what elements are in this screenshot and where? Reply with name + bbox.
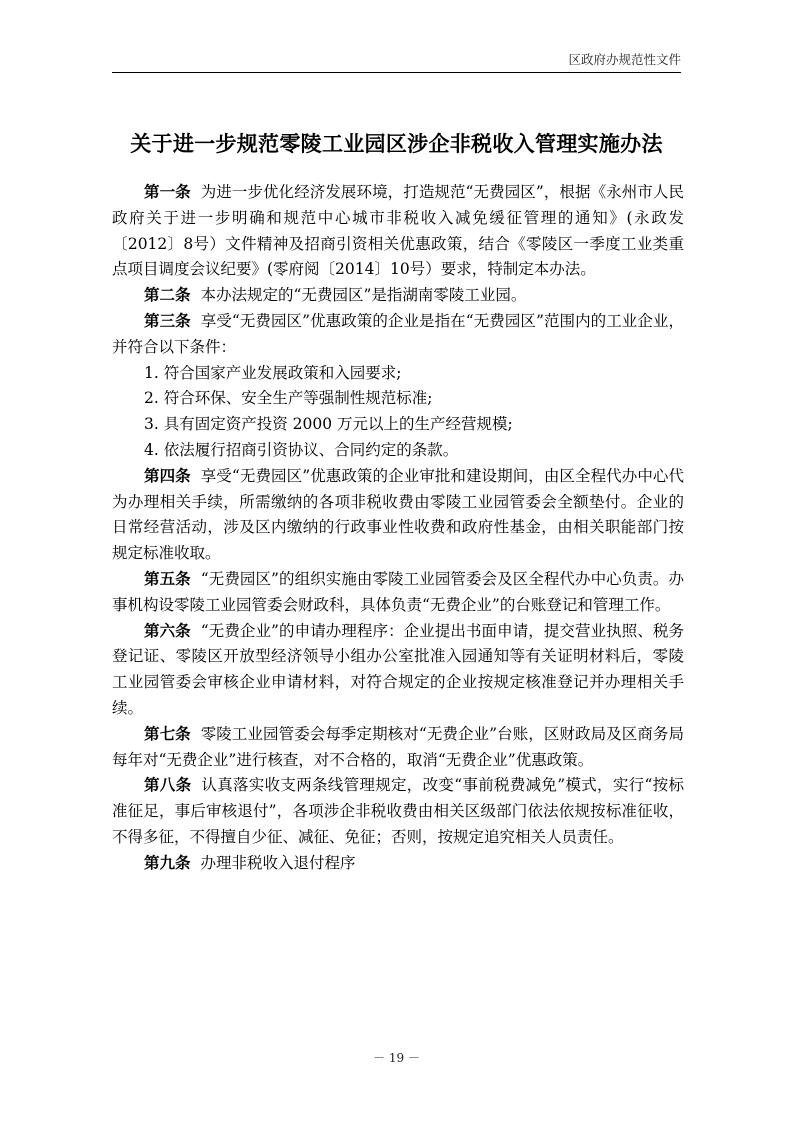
article-6 <box>112 619 684 722</box>
condition-text: 3. 具有固定资产投资 2000 万元以上的生产经营规模; <box>144 415 513 434</box>
article-8 <box>112 773 684 850</box>
article-text: “无费园区”的组织实施由零陵工业园管委会及区全程代办中心负责。办事机构设零陵工业园管委会财政科，具体负责“无费企业”的台账登记和管理工作。 <box>112 569 684 614</box>
article-label: 第六条 <box>144 621 191 640</box>
article-label: 第四条 <box>144 466 191 485</box>
article-1 <box>112 180 684 283</box>
condition-text: 1. 符合国家产业发展政策和入园要求; <box>144 363 402 382</box>
article-text: 认真落实收支两条线管理规定，改变“事前税费减免”模式，实行“按标准征足，事后审核退付”，各项涉企非税收费由相关区级部门依法依规按标准征收，不得多征，不得擅自少征、减征、免征；否则，按规定追究相关人员责任。 <box>112 776 684 846</box>
article-text: 零陵工业园管委会每季定期核对“无费企业”台账，区财政局及区商务局每年对“无费企业”进行核查，对不合格的，取消“无费企业”优惠政策。 <box>112 724 684 769</box>
article-2 <box>112 283 684 309</box>
article-text: 办理非税收入退付程序 <box>200 853 356 872</box>
condition-item <box>112 386 684 412</box>
document-title: 关于进一步规范零陵工业园区涉企非税收入管理实施办法 <box>130 132 663 156</box>
condition-item <box>112 438 684 464</box>
article-9 <box>112 851 684 877</box>
article-label: 第三条 <box>144 311 191 330</box>
condition-text: 2. 符合环保、安全生产等强制性规范标准; <box>144 389 433 408</box>
article-text: 享受“无费园区”优惠政策的企业是指在“无费园区”范围内的工业企业，并符合以下条件： <box>112 311 684 356</box>
article-3 <box>112 309 684 361</box>
article-label: 第九条 <box>144 853 191 872</box>
condition-item <box>112 361 684 387</box>
header-text: 区政府办规范性文件 <box>568 52 681 67</box>
article-label: 第五条 <box>144 569 191 588</box>
article-text: 享受“无费园区”优惠政策的企业审批和建设期间，由区全程代办中心代为办理相关手续，所需缴纳的各项非税收费由零陵工业园管委会全额垫付。企业的日常经营活动，涉及区内缴纳的行政事业性收费和政府性基金，由相关职能部门按规定标准收取。 <box>112 466 684 563</box>
article-text: “无费企业”的申请办理程序：企业提出书面申请，提交营业执照、税务登记证、零陵区开放型经济领导小组办公室批准入园通知等有关证明材料后，零陵工业园管委会审核企业申请材料，对符合规定的企业按规定核准登记并办理相关手续。 <box>112 621 684 717</box>
document-body <box>112 180 684 877</box>
article-4 <box>112 464 684 567</box>
article-5 <box>112 567 684 619</box>
article-7 <box>112 722 684 774</box>
page-number: － 19 － <box>373 1051 420 1065</box>
condition-text: 4. 依法履行招商引资协议、合同约定的条款。 <box>144 440 459 459</box>
page-header <box>112 46 681 73</box>
article-label: 第八条 <box>144 776 192 795</box>
condition-item <box>112 412 684 438</box>
article-text: 为进一步优化经济发展环境，打造规范“无费园区”，根据《永州市人民政府关于进一步明确和规范中心城市非税收入减免缓征管理的通知》(永政发〔2012〕8号）文件精神及招商引资相关优惠政策，结合《零陵区一季度工业类重点项目调度会议纪要》(零府阅〔2014〕10号）要求，特制定本办法。 <box>112 183 684 279</box>
article-text: 本办法规定的“无费园区”是指湖南零陵工业园。 <box>200 286 527 305</box>
article-label: 第一条 <box>144 183 191 201</box>
article-label: 第二条 <box>144 286 191 305</box>
article-label: 第七条 <box>144 724 191 743</box>
